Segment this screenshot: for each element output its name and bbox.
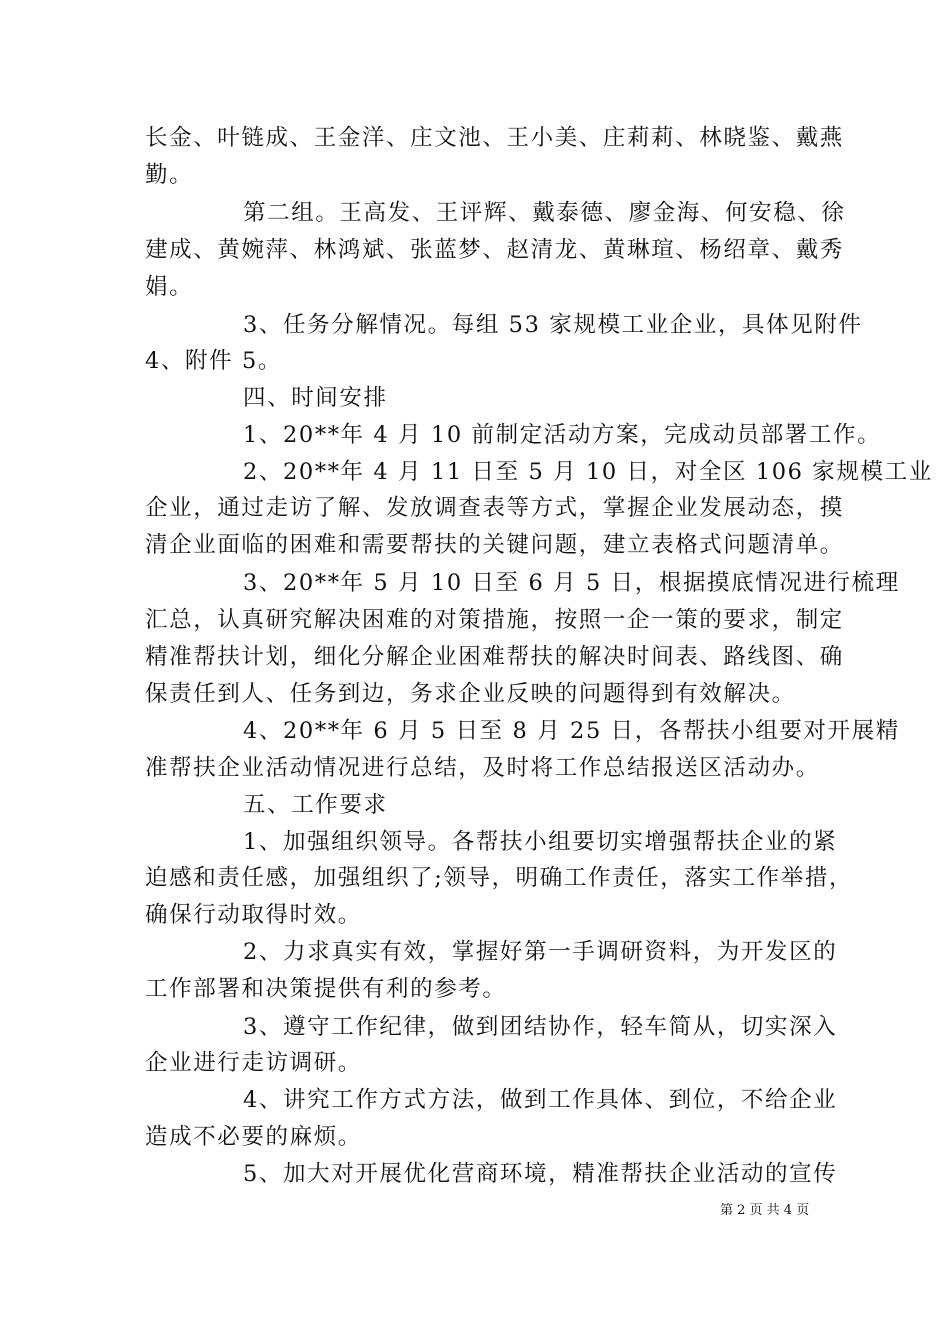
paragraph-first-line: 4、讲究工作方式方法，做到工作具体、到位，不给企业: [243, 1087, 838, 1113]
paragraph-first-line: 2、力求真实有效，掌握好第一手调研资料，为开发区的: [243, 939, 838, 965]
body-text-line: 汇总，认真研究解决困难的对策措施，按照一企一策的要求，制定: [145, 607, 844, 633]
paragraph-first-line: 3、20**年 5 月 10 日至 6 月 5 日，根据摸底情况进行梳理: [243, 570, 900, 596]
body-text-line: 4、附件 5。: [145, 348, 282, 374]
paragraph-first-line: 2、20**年 4 月 11 日至 5 月 10 日，对全区 106 家规模工业: [243, 459, 933, 485]
body-text-line: 勤。: [145, 162, 194, 188]
paragraph-first-line: 3、遵守工作纪律，做到团结协作，轻车简从，切实深入: [243, 1014, 838, 1040]
body-text-line: 娟。: [145, 274, 194, 300]
body-text-line: 企业，通过走访了解、发放调查表等方式，掌握企业发展动态，摸: [145, 495, 844, 521]
body-text-line: 建成、黄婉萍、林鸿斌、张蓝梦、赵清龙、黄琳瑄、杨绍章、戴秀: [145, 237, 844, 263]
paragraph-first-line: 1、20**年 4 月 10 前制定活动方案，完成动员部署工作。: [243, 422, 882, 448]
body-text-line: 长金、叶链成、王金洋、庄文池、王小美、庄莉莉、林晓鉴、戴燕: [145, 125, 844, 151]
body-text-line: 迫感和责任感，加强组织了;领导，明确工作责任，落实工作举措，: [145, 865, 854, 891]
section-heading: 四、时间安排: [243, 385, 388, 411]
body-text-line: 保责任到人、任务到边，务求企业反映的问题得到有效解决。: [145, 681, 796, 707]
body-text-line: 造成不必要的麻烦。: [145, 1124, 362, 1150]
paragraph-first-line: 1、加强组织领导。各帮扶小组要切实增强帮扶企业的紧: [243, 829, 838, 855]
paragraph-first-line: 第二组。王高发、王评辉、戴泰德、廖金海、何安稳、徐: [243, 200, 846, 226]
paragraph-first-line: 4、20**年 6 月 5 日至 8 月 25 日，各帮扶小组要对开展精: [243, 718, 900, 744]
body-text-line: 精准帮扶计划，细化分解企业困难帮扶的解决时间表、路线图、确: [145, 644, 844, 670]
body-text-line: 清企业面临的困难和需要帮扶的关键问题，建立表格式问题清单。: [145, 532, 844, 558]
paragraph-first-line: 3、任务分解情况。每组 53 家规模工业企业，具体见附件: [243, 312, 863, 338]
body-text-line: 工作部署和决策提供有利的参考。: [145, 976, 507, 1002]
section-heading: 五、工作要求: [243, 792, 388, 818]
body-text-line: 确保行动取得时效。: [145, 902, 362, 928]
body-text-line: 准帮扶企业活动情况进行总结，及时将工作总结报送区活动办。: [145, 755, 820, 781]
body-text-line: 企业进行走访调研。: [145, 1050, 362, 1076]
paragraph-first-line: 5、加大对开展优化营商环境，精准帮扶企业活动的宣传: [243, 1161, 838, 1187]
page-number-footer: 第 2 页 共 4 页: [720, 1203, 810, 1218]
